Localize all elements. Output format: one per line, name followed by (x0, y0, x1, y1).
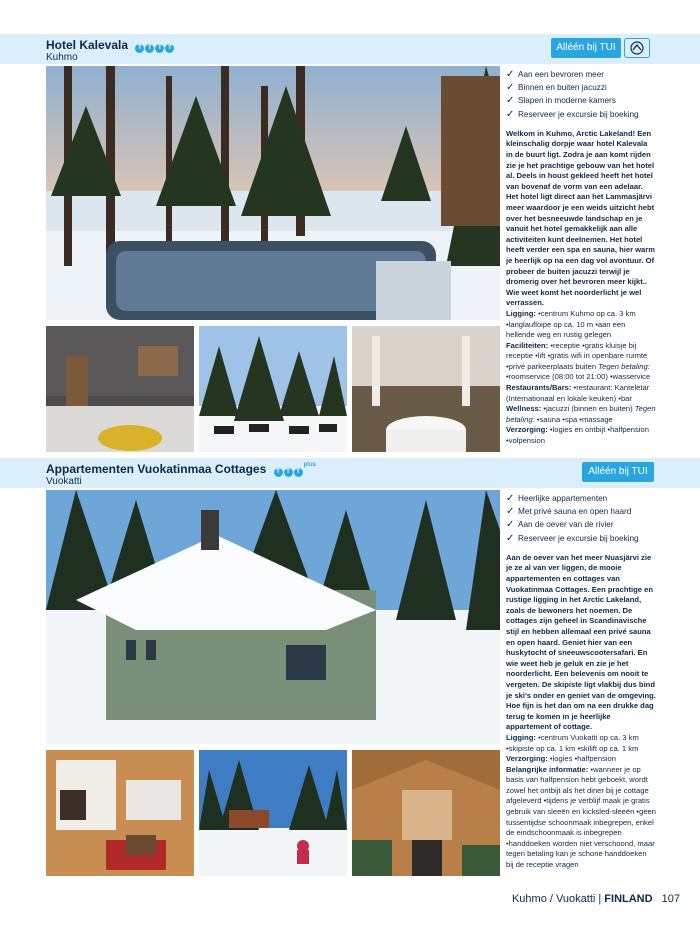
star-rating (274, 462, 316, 477)
plus-label: plus (303, 462, 316, 469)
star-icon: T (294, 468, 303, 477)
restaurant-photo (352, 326, 500, 452)
fact-verzorging: Verzorging: •logies •halfpension (506, 754, 617, 764)
fact-verzorging: Verzorging: •logies en ontbijt •halfpension •volpension (506, 425, 649, 446)
hotel-highlights-list (506, 68, 656, 121)
hotel-location: Kuhmo (46, 52, 78, 63)
cottages-highlights-list (506, 492, 656, 545)
fact-ligging: Ligging: •centrum Vuokatti op ca. 3 km •skipiste op ca. 1 km •skilift op ca. 1 km (506, 732, 639, 753)
cottage-main-photo (46, 490, 500, 744)
fact-ligging: Ligging: •centrum Kuhmo op ca. 3 km •langlaufloipe op ca. 10 m •aan een hellende weg en rustig gelegen (506, 308, 636, 340)
hotel-description-column (506, 68, 656, 447)
star-icon: T (155, 44, 164, 53)
page-footer (512, 893, 680, 905)
hotel-badge-icon (624, 38, 650, 58)
cottages-intro-text: Aan de oever van het meer Nuasjärvi zie je ze al van ver liggen, de mooie appartementen en cottages van Vuokatinmaa Cottages. Een prachtige en rustige ligging in het Arctic Lakeland, zoals de bewoners het noemen. De cottages zijn geheel in Scandinavische stijl en hebben allemaal een privé sauna en open haard. Geniet hier van een huskytocht of sneeuwscootersafari. En wie weet heb je geluk en zie je het noorderlicht. Een belevenis om nooit te vergeten. De skipiste ligt vlakbij dus bind je ski's onder en geniet van de omgeving. Hoe fijn is het dan om na een drukke dag terug te komen in je heerlijke appartement of cottage. (506, 552, 656, 732)
highlight-item: ✓ Reserveer je excursie bij boeking (506, 108, 656, 121)
cottages-title: Appartementen Vuokatinmaa Cottages T T $T^{plus}$ (46, 462, 316, 476)
hotel-room-photo (46, 326, 194, 452)
fact-restaurants: Restaurants/Bars: •restaurant: Kanteletar (Internationaal en lokale keuken) •bar (506, 383, 650, 403)
star-icon: T (135, 44, 144, 53)
fact-belangrijke-informatie: Belangrijke informatie: •wanneer je op basis van halfpension hebt geboekt, wordt zowel het ontbijt als het diner bij je cottage afgeleverd •tijdens je verblijf maak je gratis gebruik van sleeën en kicksled-sleeën •geen tussentijdse schoonmaak inbegrepen, enkel de eindschoonmaak is inbegrepen •handdoeken worden niet verschoond, maar tegen betaling kan je schone handdoeken bij de receptie vragen (506, 764, 656, 870)
fact-wellness: Wellness: •jacuzzi (binnen en buiten) Tegen betaling: •sauna •spa •massage (506, 404, 656, 424)
fact-faciliteiten: Faciliteiten: •receptie •gratis kluisje bij receptie •lift •gratis wifi in openbare ruimte •privé parkeerplaats buiten Tegen betaling: •roomservice (08:00 tot 21:00) •wasservice (506, 340, 651, 382)
star-icon: T (165, 44, 174, 53)
star-rating (135, 38, 175, 53)
cottages-location: Vuokatti (46, 476, 82, 487)
hotel-intro-text: Welkom in Kuhmo, Arctic Lakeland! Een kleinschalig dorpje waar hotel Kalevala in de buurt ligt. Zodra je aan komt rijden zie je het prachtige gebouw van het hotel al. Deels in houst gekleed heeft het hotel van bovenaf de vorm van een adelaar. Het hotel ligt direct aan het Lammasjärvi meer waardoor je een weids uitzicht hebt over het besneeuwde landschap en je vanuit het hotel gemakkelijk aan alle activiteiten kunt deelnemen. Het hotel heeft verder een spa en sauna, hier warm je heerlijk op na een dag vol avontuur. Of probeer de buiten jacuzzi terwijl je dromerig over het bevroren meer kijkt.. Wie weet komt het noorderlicht je wel verrassen. (506, 128, 655, 308)
star-icon: T (274, 468, 283, 477)
page-number: 107 (661, 893, 680, 905)
highlight-item: ✓ Heerlijke appartementen (506, 492, 656, 505)
tui-exclusive-badge: Alléén bij TUI (551, 38, 621, 58)
highlight-item: ✓ Binnen en buiten jacuzzi (506, 81, 656, 94)
highlight-item: ✓ Aan de oever van de rivier (506, 518, 656, 531)
footer-region: Kuhmo / Vuokatti (511, 893, 596, 905)
star-icon: T (284, 468, 293, 477)
highlight-item: ✓ Reserveer je excursie bij boeking (506, 532, 656, 545)
hotel-main-photo (46, 66, 500, 320)
kicksled-photo (199, 750, 347, 876)
snowmobile-photo (199, 326, 347, 452)
highlight-item: ✓ Slapen in moderne kamers (506, 94, 656, 107)
interior-photo (352, 750, 500, 876)
highlight-item: ✓ Met privé sauna en open haard (506, 505, 656, 518)
highlight-item: ✓ Aan een bevroren meer (506, 68, 656, 81)
tui-exclusive-badge: Alléén bij TUI (582, 462, 654, 482)
footer-separator: | (598, 893, 602, 905)
footer-country: FINLAND (604, 893, 653, 905)
hotel-title: Hotel Kalevala T T T T (46, 38, 175, 53)
cottages-description-column (506, 492, 656, 871)
kitchen-photo (46, 750, 194, 876)
star-icon: T (145, 44, 154, 53)
